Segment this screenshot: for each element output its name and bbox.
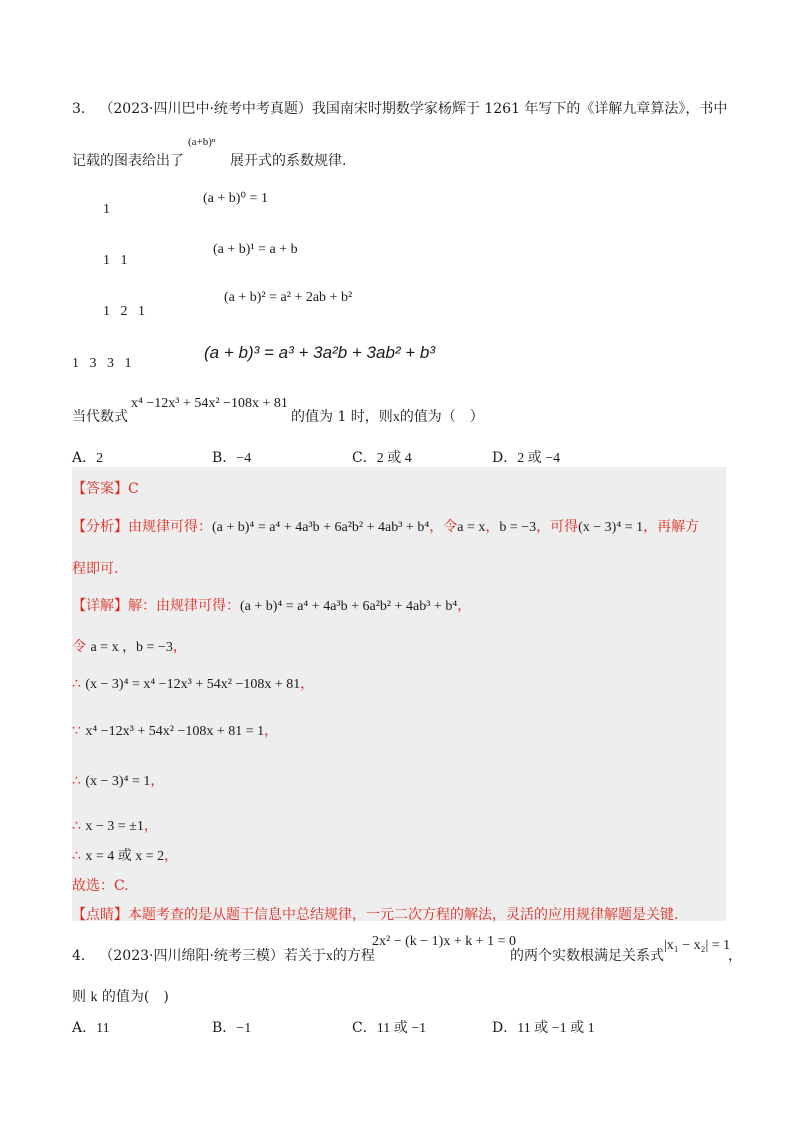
q4-option-d[interactable]: D．11 或 −1 或 1: [492, 1020, 595, 1036]
q3-source: （2023·四川巴中·统考中考真题）: [99, 101, 312, 117]
expansion-1: (a + b)¹ = a + b: [213, 242, 298, 257]
q3-line1: [72, 98, 727, 118]
step-5: ∴ x = 4 或 x = 2，: [72, 848, 179, 864]
choose-line: 故选：C.: [72, 878, 129, 894]
analysis-line2: 程即可.: [72, 561, 119, 577]
q3-text2a: 记载的图表给出了: [72, 153, 184, 169]
q3-number: 3．: [72, 101, 95, 117]
q4-option-a[interactable]: A．11: [72, 1020, 110, 1036]
analysis-line: 【分析】由规律可得：(a + b)⁴ = a⁴ + 4a³b + 6a²b² + 4ab³ + b⁴，令a = x，b = −3，可得(x − 3)⁴ = 1，再解方: [72, 519, 700, 535]
analysis-math: (a + b)⁴ = a⁴ + 4a³b + 6a²b² + 4ab³ + b⁴: [212, 520, 430, 535]
expansion-3: (a + b)³ = a³ + 3a²b + 3ab² + b³: [204, 343, 436, 362]
q4-option-c[interactable]: C．11 或 −1: [352, 1020, 427, 1036]
comment-line: 【点睛】本题考查的是从题干信息中总结规律，一元二次方程的解法，灵活的应用规律解题是关键.: [72, 907, 679, 923]
q3-question-var: x: [392, 410, 400, 425]
q3-text1: 我国南宋时期数学家杨辉于 1261 年写下的《详解九章算法》，书中: [311, 101, 728, 117]
q3-question-b: 的值为 1 时，则x的值为（ ）: [291, 409, 484, 425]
triangle-row-2: 1 2 1: [103, 304, 145, 319]
q3-question-a: 当代数式: [72, 409, 128, 425]
q3-option-b[interactable]: B．−4: [212, 450, 252, 466]
q3-option-c[interactable]: C．2 或 4: [352, 450, 412, 466]
triangle-row-0: 1: [103, 202, 110, 217]
expansion-2: (a + b)² = a² + 2ab + b²: [224, 290, 353, 305]
step-0: 令 a = x ，b = −3，: [72, 639, 187, 655]
q4-option-b[interactable]: B．−1: [212, 1020, 252, 1036]
q3-text2b: 展开式的系数规律.: [230, 153, 347, 169]
answer-value: C: [128, 481, 139, 497]
q4-line1: 4． （2023·四川绵阳·统考三模）若关于x的方程: [72, 948, 375, 964]
analysis-eq: (x − 3)⁴ = 1: [578, 520, 644, 535]
step-1: ∴ (x − 3)⁴ = x⁴ −12x³ + 54x² −108x + 81，: [72, 676, 315, 692]
step-4: ∴ x − 3 = ±1，: [72, 818, 158, 834]
expansion-0: (a + b)⁰ = 1: [203, 191, 268, 206]
triangle-row-3: 1 3 3 1: [72, 356, 132, 371]
step-2: ∵ x⁴ −12x³ + 54x² −108x + 81 = 1，: [72, 723, 279, 739]
answer-tag: 【答案】: [72, 481, 128, 497]
q3-option-d[interactable]: D．2 或 −4: [492, 450, 561, 466]
triangle-row-1: 1 1: [103, 253, 128, 268]
q3-line2: [72, 150, 184, 170]
q4-text-c: 的两个实数根满足关系式: [510, 948, 664, 964]
q4-equation: 2x² − (k − 1)x + k + 1 = 0: [372, 934, 516, 949]
detail-math: (a + b)⁴ = a⁴ + 4a³b + 6a²b² + 4ab³ + b⁴: [240, 599, 458, 614]
detail-line: 【详解】解：由规律可得：(a + b)⁴ = a⁴ + 4a³b + 6a²b² + 4ab³ + b⁴，: [72, 598, 472, 614]
q3-text2-math: (a+b)ⁿ: [188, 136, 216, 148]
q3-option-a[interactable]: A．2: [72, 450, 104, 466]
step-3: ∴ (x − 3)⁴ = 1，: [72, 773, 165, 789]
q4-number: 4．: [72, 948, 95, 964]
q3-question-math: x⁴ −12x³ + 54x² −108x + 81: [131, 396, 288, 411]
q4-relation: |x₁ − x₂| = 1: [664, 938, 731, 953]
answer-line: [72, 478, 139, 498]
q4-text-d: ，: [728, 948, 742, 964]
q4-line2: 则 k 的值为( ): [72, 989, 169, 1005]
q4-source: （2023·四川绵阳·统考三模）: [99, 948, 284, 964]
